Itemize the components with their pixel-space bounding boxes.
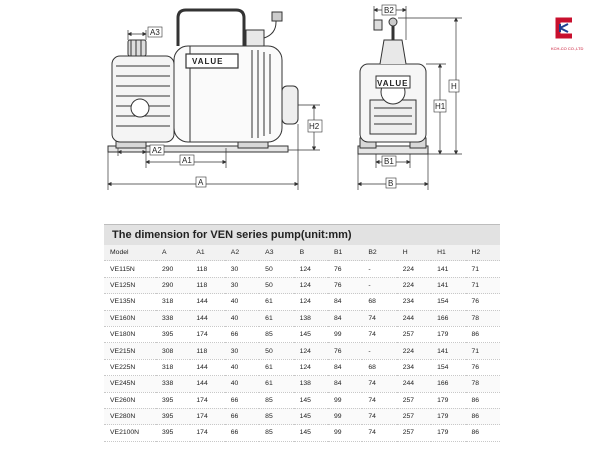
value-cell: 40 — [225, 310, 259, 326]
table-row — [104, 277, 500, 293]
value-cell: 174 — [190, 408, 224, 424]
value-cell: 124 — [294, 261, 328, 277]
model-cell: VE160N — [104, 310, 156, 326]
value-cell: 74 — [362, 392, 396, 408]
value-cell: 84 — [328, 359, 362, 375]
value-cell: 85 — [259, 425, 293, 441]
value-cell: 318 — [156, 359, 190, 375]
value-cell: 257 — [397, 326, 431, 342]
value-cell: 85 — [259, 392, 293, 408]
company-logo — [536, 14, 594, 54]
column-header-h2: H2 — [466, 245, 500, 261]
value-cell: 174 — [190, 326, 224, 342]
table-body — [104, 261, 500, 441]
dim-label-a3: A3 — [150, 28, 160, 37]
value-cell: 144 — [190, 376, 224, 392]
dim-label-b1: B1 — [384, 157, 394, 166]
table-row — [104, 392, 500, 408]
value-cell: 40 — [225, 359, 259, 375]
value-cell: 74 — [362, 376, 396, 392]
value-cell: 138 — [294, 310, 328, 326]
dim-label-b: B — [388, 179, 394, 188]
column-header-a3: A3 — [259, 245, 293, 261]
value-cell: 61 — [259, 376, 293, 392]
value-cell: 138 — [294, 376, 328, 392]
value-cell: 74 — [362, 408, 396, 424]
value-cell: - — [362, 343, 396, 359]
model-cell: VE135N — [104, 294, 156, 310]
value-cell: 78 — [466, 310, 500, 326]
value-cell: 124 — [294, 343, 328, 359]
value-cell: 124 — [294, 277, 328, 293]
side-brand-label: VALUE — [192, 57, 224, 66]
value-cell: 76 — [328, 277, 362, 293]
value-cell: 85 — [259, 326, 293, 342]
table-row — [104, 294, 500, 310]
side-view — [108, 10, 298, 152]
column-header-h: H — [397, 245, 431, 261]
dim-label-h1: H1 — [435, 102, 446, 111]
dim-label-a1: A1 — [182, 156, 192, 165]
model-cell: VE180N — [104, 326, 156, 342]
dimension-table — [104, 245, 500, 442]
value-cell: 118 — [190, 277, 224, 293]
value-cell: 338 — [156, 310, 190, 326]
dimension-table-panel — [104, 224, 500, 446]
value-cell: 338 — [156, 376, 190, 392]
value-cell: 244 — [397, 376, 431, 392]
value-cell: 318 — [156, 294, 190, 310]
value-cell: 84 — [328, 310, 362, 326]
value-cell: 257 — [397, 425, 431, 441]
value-cell: 174 — [190, 425, 224, 441]
dim-label-h2: H2 — [309, 122, 320, 131]
value-cell: 74 — [362, 425, 396, 441]
front-brand-label: VALUE — [377, 79, 409, 88]
value-cell: 86 — [466, 326, 500, 342]
value-cell: 50 — [259, 277, 293, 293]
value-cell: 40 — [225, 294, 259, 310]
value-cell: 141 — [431, 261, 465, 277]
value-cell: 61 — [259, 310, 293, 326]
value-cell: 74 — [362, 326, 396, 342]
model-cell: VE280N — [104, 408, 156, 424]
column-header-model: Model — [104, 245, 156, 261]
value-cell: 290 — [156, 277, 190, 293]
value-cell: 30 — [225, 277, 259, 293]
value-cell: 224 — [397, 343, 431, 359]
value-cell: 144 — [190, 310, 224, 326]
value-cell: 154 — [431, 359, 465, 375]
value-cell: 395 — [156, 425, 190, 441]
column-header-b2: B2 — [362, 245, 396, 261]
value-cell: 395 — [156, 392, 190, 408]
table-row — [104, 425, 500, 441]
value-cell: 50 — [259, 343, 293, 359]
table-row — [104, 261, 500, 277]
value-cell: 76 — [466, 359, 500, 375]
value-cell: 145 — [294, 326, 328, 342]
value-cell: 66 — [225, 425, 259, 441]
value-cell: 74 — [362, 310, 396, 326]
table-title: The dimension for VEN series pump(unit:mm) — [104, 224, 500, 245]
value-cell: 257 — [397, 408, 431, 424]
value-cell: 395 — [156, 408, 190, 424]
value-cell: 68 — [362, 359, 396, 375]
value-cell: 141 — [431, 277, 465, 293]
value-cell: 86 — [466, 425, 500, 441]
dim-label-a: A — [198, 178, 204, 187]
column-header-b1: B1 — [328, 245, 362, 261]
value-cell: 99 — [328, 326, 362, 342]
column-header-b: B — [294, 245, 328, 261]
model-cell: VE260N — [104, 392, 156, 408]
model-cell: VE125N — [104, 277, 156, 293]
column-header-a: A — [156, 245, 190, 261]
value-cell: 76 — [328, 343, 362, 359]
value-cell: 179 — [431, 326, 465, 342]
value-cell: 145 — [294, 408, 328, 424]
logo-tagline: KCH-CO CO.,LTD — [551, 46, 584, 51]
value-cell: 84 — [328, 376, 362, 392]
table-row — [104, 359, 500, 375]
model-cell: VE115N — [104, 261, 156, 277]
value-cell: 84 — [328, 294, 362, 310]
value-cell: 85 — [259, 408, 293, 424]
value-cell: 224 — [397, 277, 431, 293]
value-cell: 66 — [225, 392, 259, 408]
column-header-h1: H1 — [431, 245, 465, 261]
value-cell: 71 — [466, 343, 500, 359]
value-cell: 179 — [431, 392, 465, 408]
column-header-a1: A1 — [190, 245, 224, 261]
value-cell: 71 — [466, 261, 500, 277]
value-cell: 290 — [156, 261, 190, 277]
dim-label-h: H — [451, 82, 457, 91]
value-cell: 118 — [190, 261, 224, 277]
value-cell: 166 — [431, 310, 465, 326]
table-row — [104, 376, 500, 392]
value-cell: 154 — [431, 294, 465, 310]
model-cell: VE225N — [104, 359, 156, 375]
model-cell: VE215N — [104, 343, 156, 359]
model-cell: VE2100N — [104, 425, 156, 441]
value-cell: 61 — [259, 359, 293, 375]
table-header-row — [104, 245, 500, 261]
value-cell: 179 — [431, 425, 465, 441]
value-cell: 234 — [397, 294, 431, 310]
value-cell: 50 — [259, 261, 293, 277]
table-row — [104, 326, 500, 342]
value-cell: 234 — [397, 359, 431, 375]
value-cell: 179 — [431, 408, 465, 424]
value-cell: - — [362, 277, 396, 293]
dim-label-b2: B2 — [384, 6, 394, 15]
value-cell: 141 — [431, 343, 465, 359]
value-cell: 99 — [328, 425, 362, 441]
value-cell: 257 — [397, 392, 431, 408]
value-cell: 86 — [466, 392, 500, 408]
value-cell: 174 — [190, 392, 224, 408]
value-cell: 99 — [328, 392, 362, 408]
table-row — [104, 408, 500, 424]
value-cell: 76 — [466, 294, 500, 310]
value-cell: 66 — [225, 408, 259, 424]
model-cell: VE245N — [104, 376, 156, 392]
value-cell: 99 — [328, 408, 362, 424]
value-cell: 244 — [397, 310, 431, 326]
column-header-a2: A2 — [225, 245, 259, 261]
value-cell: 308 — [156, 343, 190, 359]
dim-label-a2: A2 — [152, 146, 162, 155]
value-cell: 61 — [259, 294, 293, 310]
table-row — [104, 310, 500, 326]
value-cell: 66 — [225, 326, 259, 342]
value-cell: 71 — [466, 277, 500, 293]
value-cell: 144 — [190, 294, 224, 310]
value-cell: 40 — [225, 376, 259, 392]
value-cell: 224 — [397, 261, 431, 277]
value-cell: 144 — [190, 359, 224, 375]
value-cell: 30 — [225, 261, 259, 277]
value-cell: 124 — [294, 294, 328, 310]
pump-dimension-drawing — [0, 0, 600, 205]
value-cell: 145 — [294, 425, 328, 441]
value-cell: 76 — [328, 261, 362, 277]
value-cell: 68 — [362, 294, 396, 310]
value-cell: 30 — [225, 343, 259, 359]
value-cell: - — [362, 261, 396, 277]
value-cell: 124 — [294, 359, 328, 375]
value-cell: 145 — [294, 392, 328, 408]
value-cell: 395 — [156, 326, 190, 342]
value-cell: 78 — [466, 376, 500, 392]
table-row — [104, 343, 500, 359]
value-cell: 166 — [431, 376, 465, 392]
value-cell: 86 — [466, 408, 500, 424]
value-cell: 118 — [190, 343, 224, 359]
